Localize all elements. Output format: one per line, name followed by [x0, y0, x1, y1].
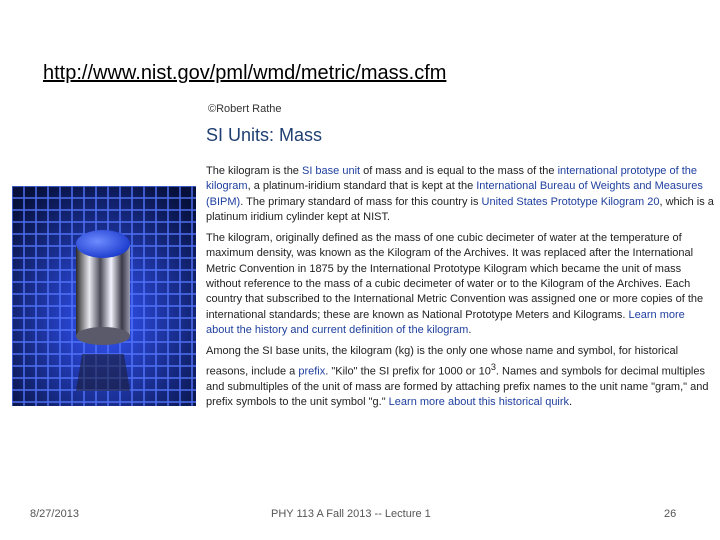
footer-course: PHY 113 A Fall 2013 -- Lecture 1: [271, 508, 431, 520]
paragraph-definition: [206, 164, 714, 225]
p1-text-5: , which is a platinum iridium cylinder kept at NIST.: [206, 195, 714, 223]
p1-text-3: , a platinum-iridium standard that is kept at the: [247, 180, 477, 193]
link-prefix[interactable]: prefix: [298, 365, 326, 378]
link-bipm[interactable]: International Bureau of Weights and Measures (BIPM): [206, 180, 703, 208]
article-title: SI Units: Mass: [206, 125, 323, 145]
footer-page-number: 26: [664, 508, 677, 520]
p3-exponent: 3: [490, 361, 496, 372]
p3-text-1: Among the SI base units, the kilogram (kg) is the only one whose name and symbol, for historical reasons, include a: [206, 345, 679, 378]
link-kilogram-history[interactable]: Learn more about the history and current definition of the kilogram: [206, 308, 685, 336]
p1-text-2: of mass and is equal to the mass of the: [360, 165, 558, 177]
p3-text-3: . Names and symbols for decimal multiples and submultiples of the unit of mass are formed by attaching prefix names to the unit name "gram," and prefix symbols to the unit symbol "g.": [206, 365, 709, 408]
link-us-prototype-kilogram[interactable]: United States Prototype Kilogram 20: [481, 195, 660, 208]
footer-date: 8/27/2013: [30, 508, 79, 520]
link-international-prototype[interactable]: international prototype of the kilogram: [206, 165, 698, 193]
p1-text-4: . The primary standard of mass for this country is: [240, 195, 482, 208]
p2-text-2: .: [468, 323, 472, 336]
link-si-base-unit[interactable]: SI base unit: [301, 165, 361, 177]
kilogram-photo-drawing: [12, 186, 196, 406]
photo-credit: ©Robert Rathe: [208, 103, 282, 115]
article-body: [206, 164, 714, 416]
paragraph-history: [206, 231, 714, 338]
paragraph-prefix: [206, 344, 714, 410]
p2-text-1: The kilogram, originally defined as the mass of one cubic decimeter of water at the temperature of maximum density, was known as the Kilogram of the Archives. It was replaced after the International Metric Convention in 1875 by the International Prototype Kilogram which became the unit of mass without reference to the mass of a cubic decimeter of water or to the Kilogram of the Archives. Each country that subscribed to the International Metric Convention was assigned one or more copies of the international standards; these are known as National Prototype Meters and Kilograms.: [206, 232, 704, 321]
link-historical-quirk[interactable]: Learn more about this historical quirk: [388, 395, 570, 408]
source-url-link[interactable]: http://www.nist.gov/pml/wmd/metric/mass.cfm: [43, 62, 447, 84]
kilogram-prototype-photo: [12, 186, 196, 406]
p1-text-1: The kilogram is the: [206, 165, 302, 177]
p3-text-4: .: [569, 395, 573, 408]
p3-text-2: . "Kilo" the SI prefix for 1000 or 10: [325, 365, 491, 378]
